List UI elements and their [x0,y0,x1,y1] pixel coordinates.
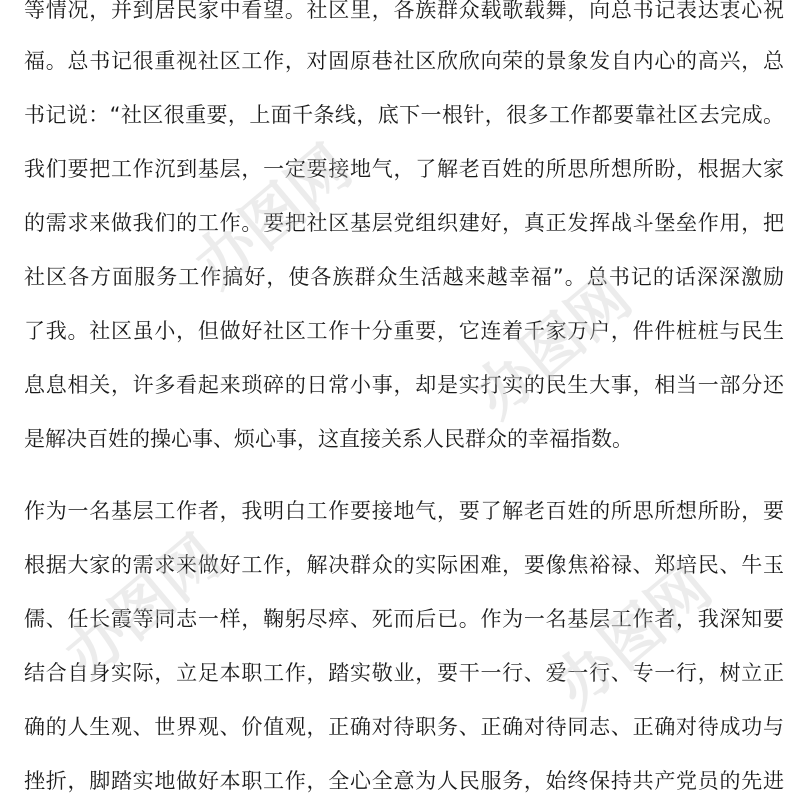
text-line-9: 是解决百姓的操心事、烦心事，这直接关系人民群众的幸福指数。 [24,427,633,451]
watermark: 办图网 [181,132,365,302]
text-line-3: 书记说：“社区很重要，上面千条线，底下一根针，很多工作都要靠社区去完成。 [24,103,784,127]
text-line-15: 挫折，脚踏实地做好本职工作，全心全意为人民服务，始终保持共产党员的先进 [24,769,784,793]
text-line-14: 确的人生观、世界观、价值观，正确对待职务、正确对待同志、正确对待成功与 [24,715,784,739]
text-line-5: 的需求来做我们的工作。要把社区基层党组织建好，真正发挥战斗堡垒作用，把 [24,211,784,235]
text-line-10: 作为一名基层工作者，我明白工作要接地气，要了解老百姓的所思所想所盼，要 [24,499,784,523]
text-line-2: 福。总书记很重视社区工作，对固原巷社区欣欣向荣的景象发自内心的高兴，总 [24,49,784,73]
text-line-7: 了我。社区虽小，但做好社区工作十分重要，它连着千家万户，件件桩桩与民生 [24,319,784,343]
text-line-13: 结合自身实际，立足本职工作，踏实敬业，要干一行、爱一行、专一行，树立正 [24,661,784,685]
text-line-1: 等情况，并到居民家中看望。社区里，各族群众载歌载舞，向总书记表达衷心祝 [24,0,784,22]
text-line-8: 息息相关，许多看起来琐碎的日常小事，却是实打实的民生大事，相当一部分还 [24,373,784,397]
text-line-6: 社区各方面服务工作搞好，使各族群众生活越来越幸福”。总书记的话深深激励 [24,265,784,289]
text-line-12: 儒、任长霞等同志一样，鞠躬尽瘁、死而后已。作为一名基层工作者，我深知要 [24,607,784,631]
watermark: 办图网 [51,522,235,692]
text-line-11: 根据大家的需求来做好工作，解决群众的实际困难，要像焦裕禄、郑培民、牛玉 [24,553,784,577]
watermark: 办图网 [461,262,645,432]
text-line-4: 我们要把工作沉到基层，一定要接地气，了解老百姓的所思所想所盼，根据大家 [24,157,784,181]
watermark: 办图网 [541,552,725,722]
